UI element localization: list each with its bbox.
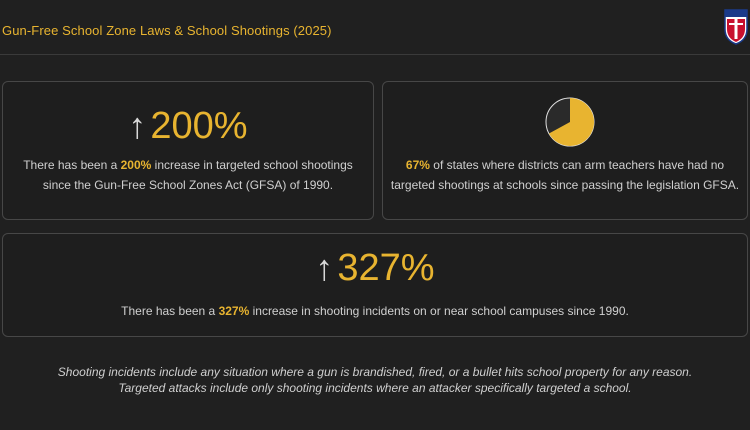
page-title: Gun-Free School Zone Laws & School Shootings (2025): [2, 23, 332, 38]
up-arrow-icon: ↑: [128, 105, 147, 146]
ammo-logo-icon: [724, 9, 748, 45]
header: [0, 0, 750, 55]
footnote: [0, 364, 750, 396]
highlight-value: 327%: [218, 304, 250, 318]
footnote-line: Targeted attacks include only shooting incidents where an attacker specifically targeted a school.: [118, 381, 632, 395]
stat-description: 67% of states where districts can arm teachers have had no targeted shootings at schools since passing the legislation GFSA.: [390, 158, 740, 192]
highlight-value: 200%: [120, 158, 152, 172]
stat-card-targeted-shootings: [2, 81, 374, 220]
stat-value: ↑ 200%: [128, 105, 248, 147]
footnote-line: Shooting incidents include any situation where a gun is brandished, fired, or a bullet hits school property for any reason.: [57, 365, 693, 379]
stat-value: ↑ 327%: [315, 247, 435, 289]
stat-description: There has been a 327% increase in shooting incidents on or near school campuses since 1990.: [121, 304, 629, 318]
up-arrow-icon: ↑: [315, 247, 334, 288]
highlight-value: 67%: [405, 158, 430, 172]
stat-card-campus-incidents: [2, 233, 748, 337]
pie-chart-icon: [544, 96, 596, 148]
stat-card-arm-teachers: [382, 81, 748, 220]
stat-description: There has been a 200% increase in targeted school shootings since the Gun-Free School Zones Act (GFSA) of 1990.: [23, 158, 353, 192]
